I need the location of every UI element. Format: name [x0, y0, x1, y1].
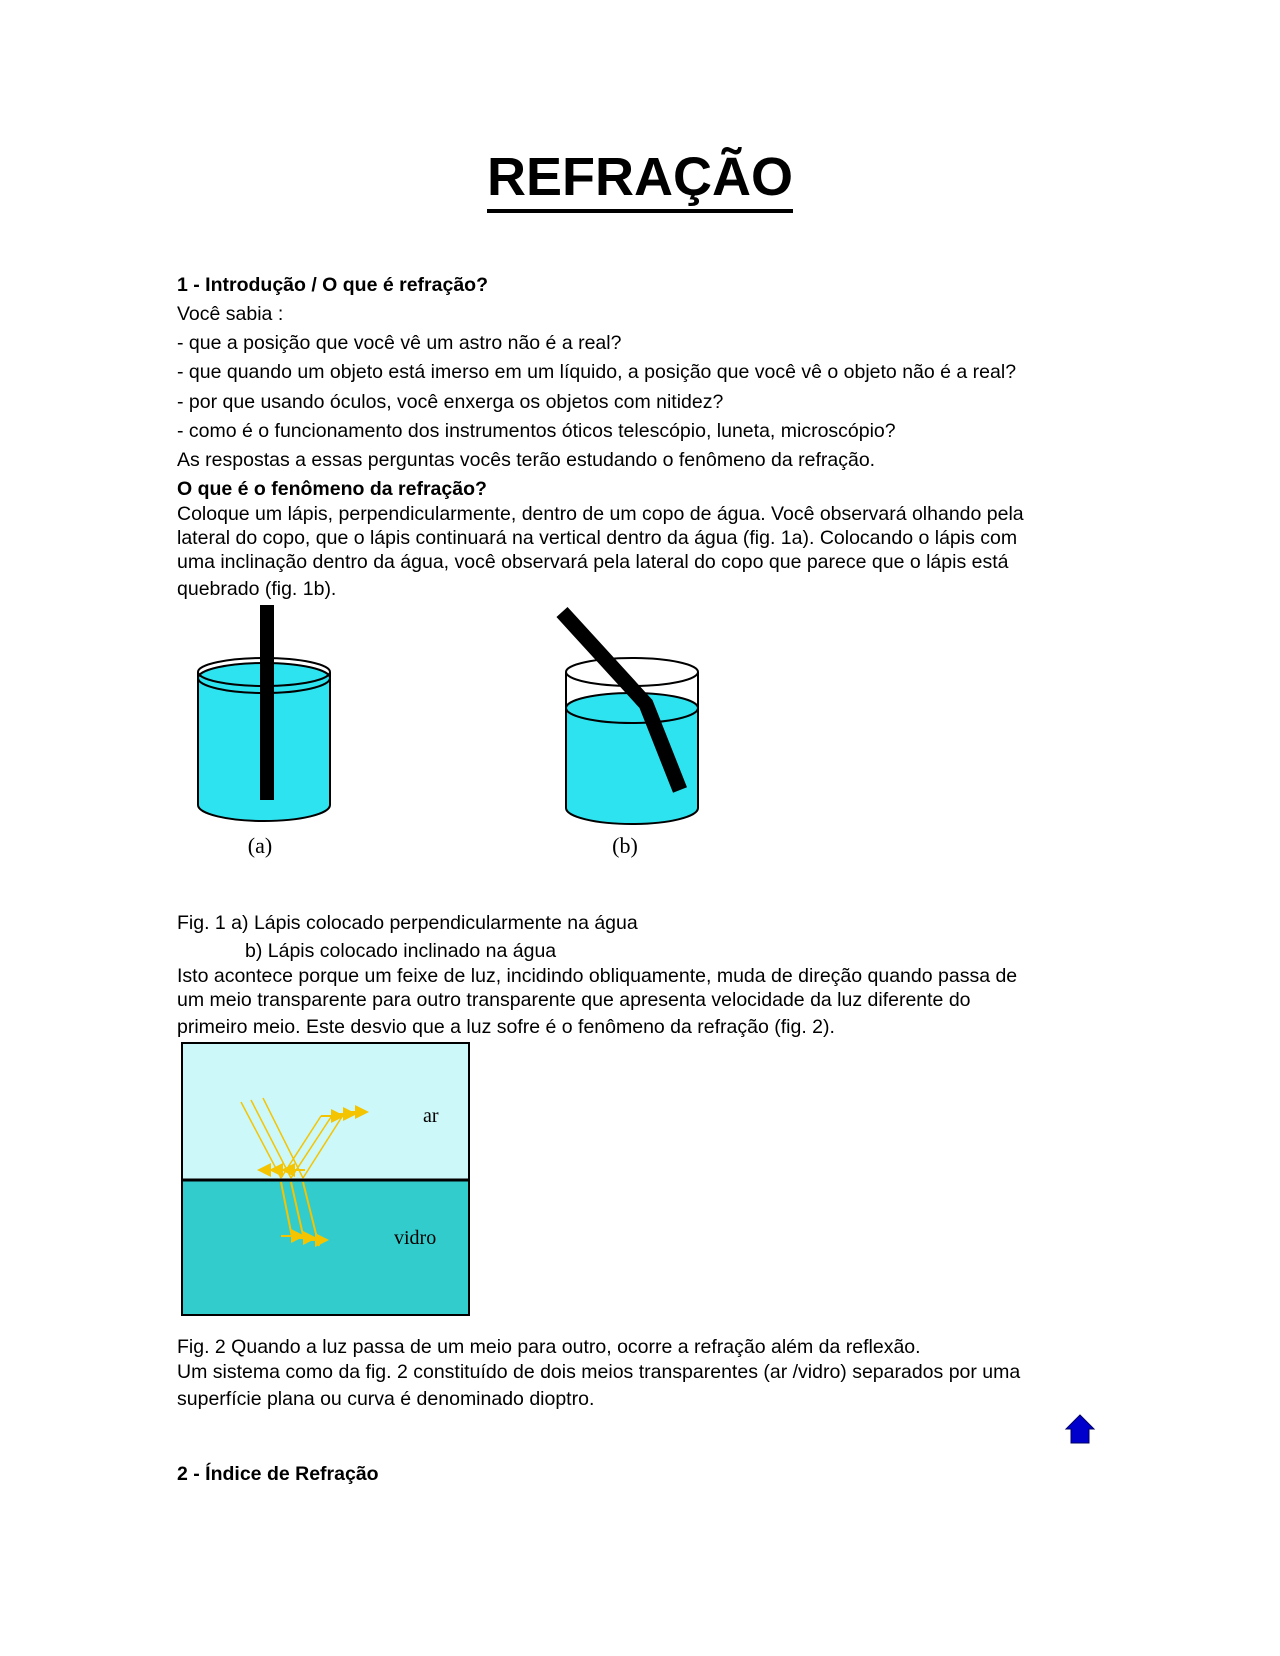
- refraction-subheading: O que é o fenômeno da refração?: [177, 478, 487, 500]
- question-1: - que a posição que você vê um astro não é a real?: [177, 332, 622, 354]
- question-3: - por que usando óculos, você enxerga os objetos com nitidez?: [177, 391, 724, 413]
- pencil-a: [260, 605, 274, 800]
- paragraph-1-line-1: Coloque um lápis, perpendicularmente, dentro de um copo de água. Você observará olhando pela: [177, 503, 1024, 525]
- figure-1b-label: (b): [612, 833, 638, 858]
- figure-1b-glass-bent-pencil: [550, 600, 720, 870]
- paragraph-3-line-2: superfície plana ou curva é denominado dioptro.: [177, 1388, 595, 1410]
- air-label: ar: [423, 1105, 439, 1127]
- figure-2-caption: Fig. 2 Quando a luz passa de um meio para outro, ocorre a refração além da reflexão.: [177, 1336, 921, 1358]
- figure-1a-glass-straight-pencil: [190, 600, 350, 870]
- paragraph-2-line-1: Isto acontece porque um feixe de luz, incidindo obliquamente, muda de direção quando passa de: [177, 965, 1018, 987]
- paragraph-1-line-3: uma inclinação dentro da água, você observará pela lateral do copo que parece que o lápis está: [177, 551, 1009, 573]
- paragraph-2-line-2: um meio transparente para outro transparente que apresenta velocidade da luz diferente do: [177, 989, 971, 1011]
- figure-1-caption-line-1: Fig. 1 a) Lápis colocado perpendicularmente na água: [177, 912, 638, 934]
- home-arrow-icon[interactable]: [1064, 1413, 1096, 1445]
- paragraph-2-line-3: primeiro meio. Este desvio que a luz sofre é o fenômeno da refração (fig. 2).: [177, 1016, 835, 1038]
- figure-1-caption-line-2: b) Lápis colocado inclinado na água: [245, 940, 557, 962]
- figure-1a-label: (a): [247, 833, 273, 858]
- glass-label: vidro: [394, 1227, 437, 1249]
- paragraph-1-line-4: quebrado (fig. 1b).: [177, 578, 337, 600]
- question-4: - como é o funcionamento dos instrumentos óticos telescópio, luneta, microscópio?: [177, 420, 896, 442]
- section-2-heading: 2 - Índice de Refração: [177, 1463, 379, 1485]
- section-1-heading: 1 - Introdução / O que é refração?: [177, 274, 488, 296]
- paragraph-1-line-2: lateral do copo, que o lápis continuará na vertical dentro da água (fig. 1a). Colocando o lápis com: [177, 527, 1018, 549]
- intro-line: Você sabia :: [177, 303, 284, 325]
- figure-2-refraction-diagram: [181, 1042, 470, 1316]
- page-title: REFRAÇÃO: [0, 146, 1280, 208]
- answers-line: As respostas a essas perguntas vocês terão estudando o fenômeno da refração.: [177, 449, 876, 471]
- paragraph-3-line-1: Um sistema como da fig. 2 constituído de dois meios transparentes (ar /vidro) separados por uma: [177, 1361, 1021, 1383]
- question-2: - que quando um objeto está imerso em um líquido, a posição que você vê o objeto não é a real?: [177, 361, 1017, 383]
